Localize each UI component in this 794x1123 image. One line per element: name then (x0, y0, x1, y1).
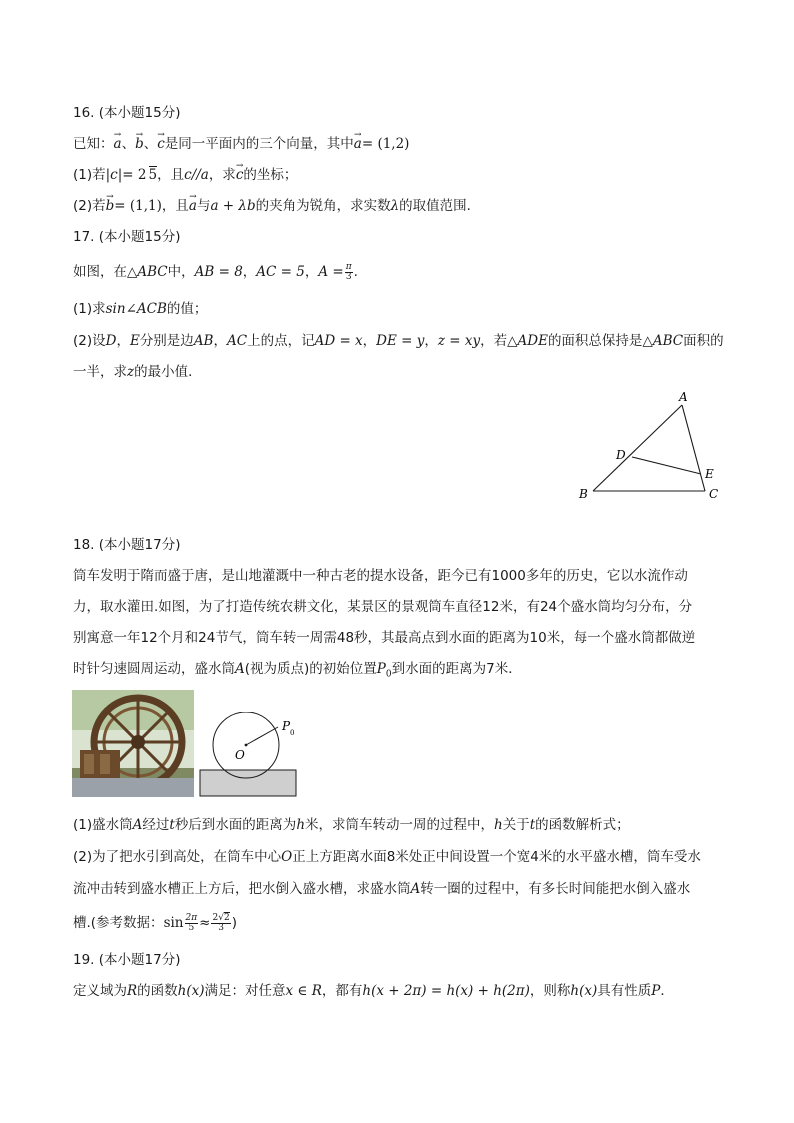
q17-stem: 如图，在△ABC中，AB = 8，AC = 5，A = $\frac{\pi}{3}$ . (73, 261, 358, 282)
two-sqrt2-over-three: $\frac{2√2}{3}$ (212, 912, 230, 933)
label-o: O (235, 748, 245, 762)
pi-over-3: $\frac{\pi}{3}$ (345, 261, 352, 282)
q17-part2-line2: 一半，求z的最小值． (73, 364, 202, 380)
q18-header: 18. (本小题17分) (73, 537, 181, 553)
label-a: A (679, 390, 688, 404)
q18-stem-line4: 时针匀速圆周运动，盛水筒A(视为质点)的初始位置$P_0$到水面的距离为7米． (73, 661, 522, 680)
label-b: B (579, 487, 588, 501)
label-e: E (705, 467, 714, 481)
radius-op0 (246, 727, 278, 745)
q18-part2-line1: (2)为了把水引到高处，在筒车中心O正上方距离水面8米处正中间设置一个宽4米的水平盛水槽，筒车受水 (73, 849, 701, 865)
segment-de (632, 457, 701, 474)
two-pi-over-five: $\frac{2\pi}{5}$ (185, 912, 198, 933)
q17-part1: (1)求sin∠ACB的值； (73, 301, 208, 317)
q19-stem: 定义域为R的函数h(x)满足：对任意x ∈ R，都有h(x + 2π) = h(x) + h(2π)，则称h(x)具有性质P． (73, 983, 674, 999)
wheel-diagram (198, 712, 302, 800)
label-c: C (709, 487, 719, 501)
side-ac (682, 405, 705, 491)
water-block (200, 770, 296, 796)
q18-part2-line2: 流冲击转到盛水槽正上方后，把水倒入盛水槽，求盛水筒A转一圈的过程中，有多长时间能把水倒入盛水 (73, 881, 691, 897)
q18-part1: (1)盛水筒A经过t秒后到水面的距离为h米，求筒车转动一周的过程中，h关于t的函数解析式； (73, 817, 630, 833)
q16-stem: 已知：→ a、→ b、→ c是同一平面内的三个向量，其中→ a= (1,2) (73, 134, 409, 154)
label-d: D (616, 448, 626, 462)
water-wheel-photo (72, 690, 194, 797)
q19-header: 19. (本小题17分) (73, 952, 181, 968)
center-point (245, 744, 248, 747)
q16-header: 16. (本小题15分) (73, 105, 181, 121)
side-ab (593, 405, 682, 491)
q17-header: 17. (本小题15分) (73, 229, 181, 245)
q18-part2-line3: 槽.(参考数据：sin $\frac{2\pi}{5}$ ≈ $\frac{2√2}{3}$ ) (73, 912, 237, 933)
label-p0: P (282, 719, 291, 733)
triangle-figure (570, 385, 730, 505)
q16-part1: (1)若|c|= 2 5，且c//a，求→ c的坐标； (73, 165, 297, 185)
q16-part2: (2)若→ b= (1,1)，且→ a与a + λb的夹角为锐角，求实数λ的取值范围． (73, 196, 480, 216)
label-p0-sub: 0 (290, 729, 295, 737)
q18-stem-line1: 筒车发明于隋而盛于唐，是山地灌溉中一种古老的提水设备，距今已有1000多年的历史，它以水流作动 (73, 568, 688, 584)
q17-part2-line1: (2)设D，E分别是边AB，AC上的点，记AD = x，DE = y，z = xy，若△ADE的面积总保持是△ABC面积的 (73, 333, 724, 349)
q18-stem-line2: 力，取水灌田.如图，为了打造传统农耕文化，某景区的景观筒车直径12米，有24个盛水筒均匀分布，分 (73, 599, 693, 615)
q18-stem-line3: 别寓意一年12个月和24节气，筒车转一周需48秒，其最高点到水面的距离为10米，每一个盛水筒都做逆 (73, 630, 696, 646)
